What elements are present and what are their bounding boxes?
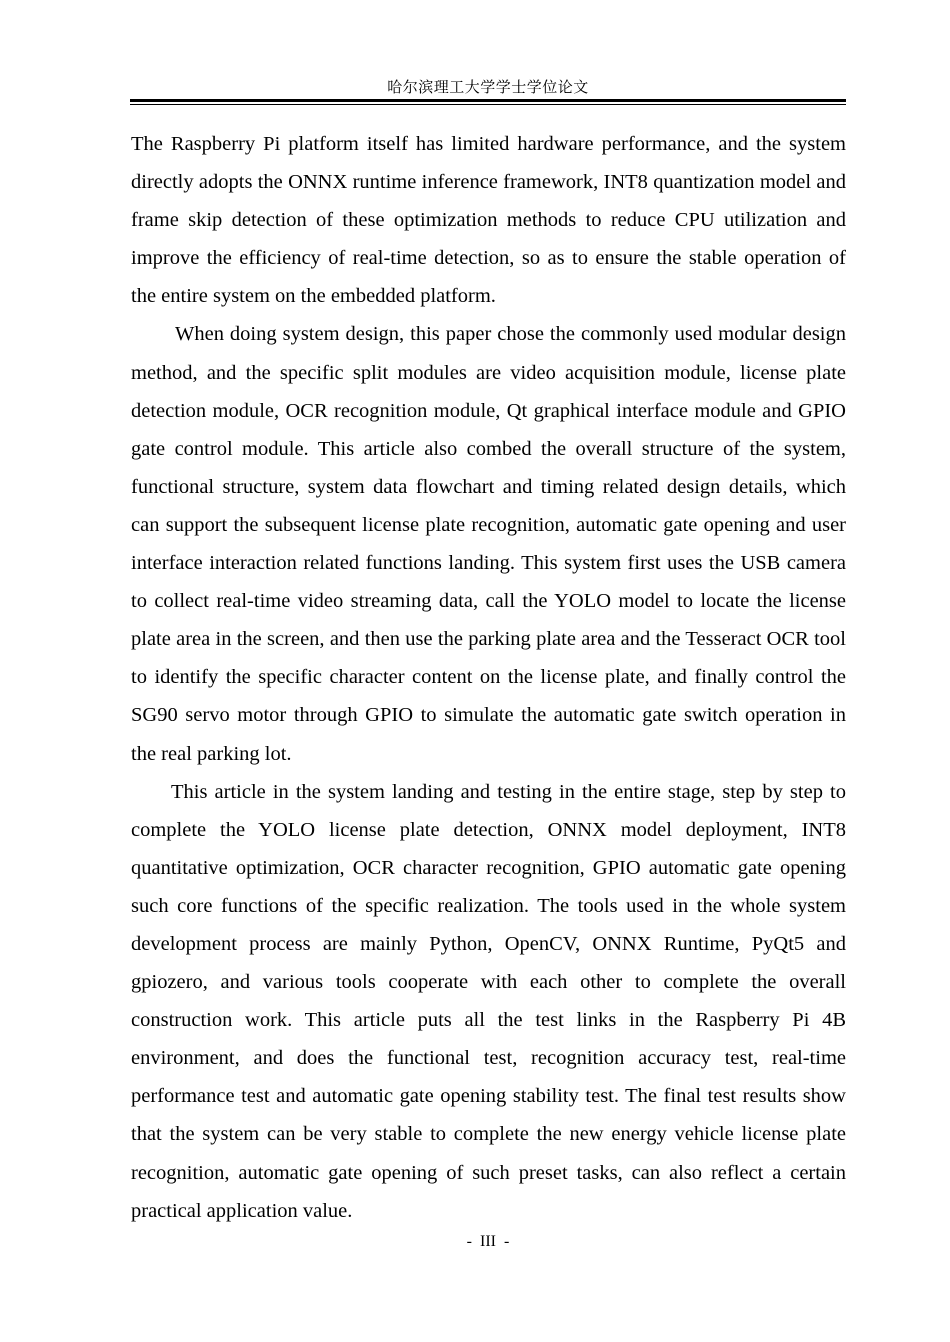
running-header: 哈尔滨理工大学学士学位论文	[387, 80, 589, 96]
header-rule-thick	[130, 99, 846, 102]
header-rule-thin	[130, 104, 846, 105]
paragraph-1: The Raspberry Pi platform itself has limited hardware performance, and the system directly adopts the ONNX runtime inference framework, INT8 quantization model and frame skip detection of these optimization methods to reduce CPU utilization and improve the efficiency of real-time detection, so as to ensure the stable operation of the entire system on the embedded platform.	[131, 133, 846, 308]
paragraph-2: When doing system design, this paper chose the commonly used modular design method, and the specific split modules are video acquisition module, license plate detection module, OCR recognition module, Qt graphical interface module and GPIO gate control module. This article also combed the overall structure of the system, functional structure, system data flowchart and timing related design details, which can support the subsequent license plate recognition, automatic gate opening and user interface interaction related functions landing. This system first uses the USB camera to collect real-time video streaming data, call the YOLO model to locate the license plate area in the screen, and then use the parking plate area and the Tesseract OCR tool to identify the specific character content on the license plate, and finally control the SG90 servo motor through GPIO to simulate the automatic gate switch operation in the real parking lot.	[131, 323, 846, 765]
paragraph-3: This article in the system landing and testing in the entire stage, step by step to complete the YOLO license plate detection, ONNX model deployment, INT8 quantitative optimization, OCR character recognition, GPIO automatic gate opening such core functions of the specific realization. The tools used in the whole system development process are mainly Python, OpenCV, ONNX Runtime, PyQt5 and gpiozero, and various tools cooperate with each other to complete the overall construction work. This article puts all the test links in the Raspberry Pi 4B environment, and does the functional test, recognition accuracy test, real-time performance test and automatic gate opening stability test. The final test results show that the system can be very stable to complete the new energy vehicle license plate recognition, automatic gate opening of such preset tasks, can also reflect a certain practical application value.	[131, 780, 846, 1222]
page-number: - III -	[466, 1233, 510, 1250]
body-text	[131, 125, 846, 1230]
